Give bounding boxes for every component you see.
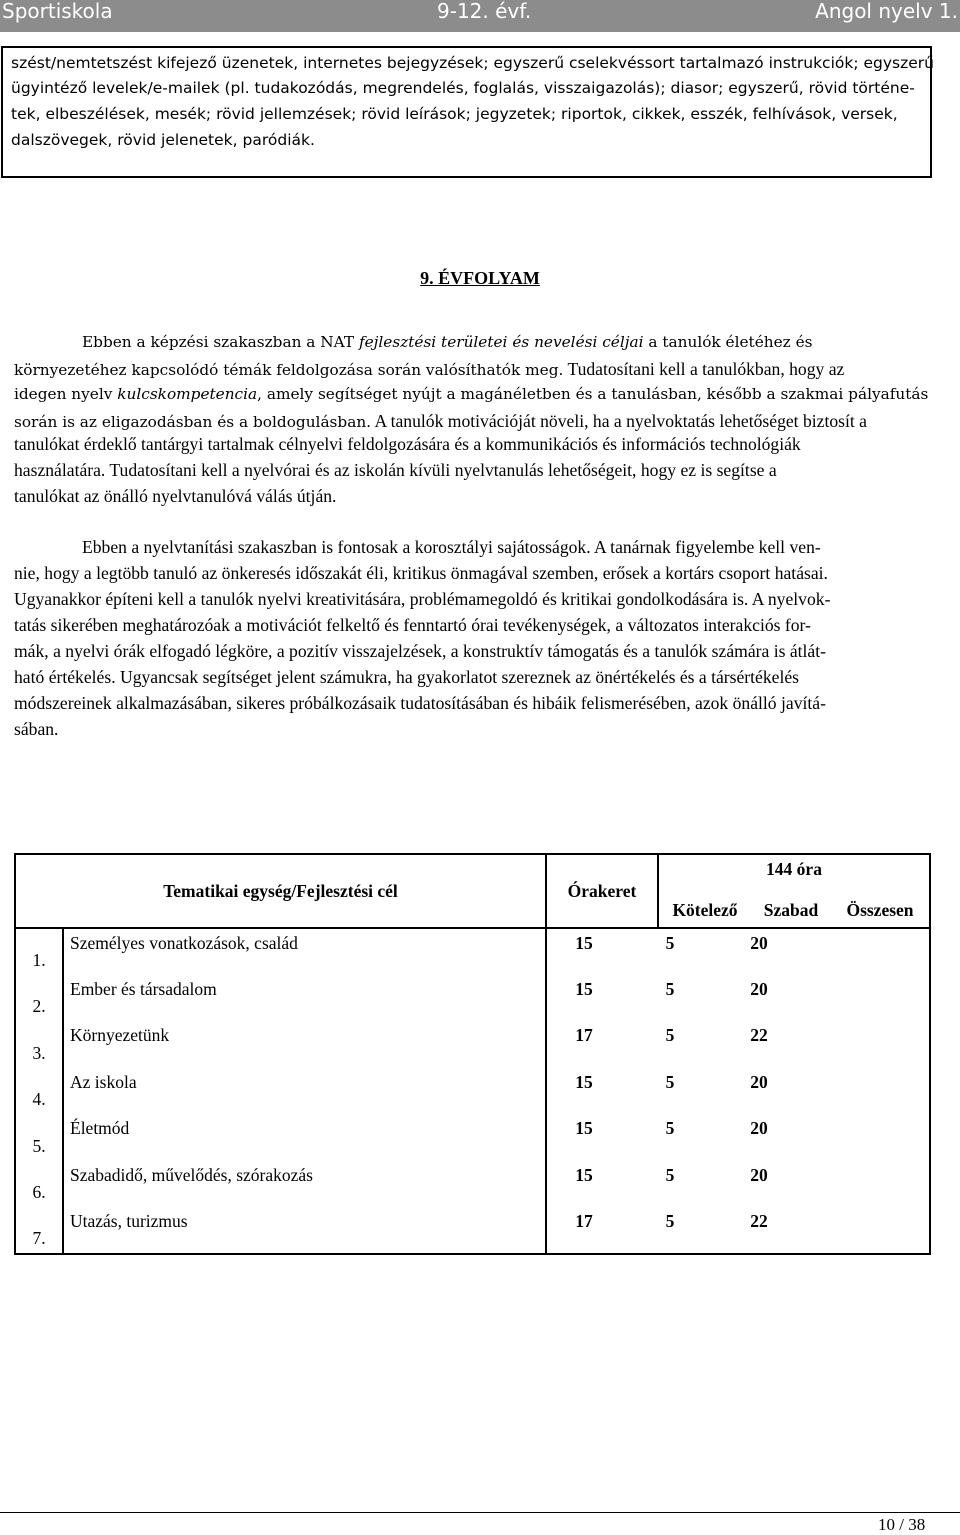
section-heading-text: 9. ÉVFOLYAM [420,268,540,288]
row-topic: Személyes vonatkozások, család [63,928,546,975]
row-kotelezo: 15 [575,933,593,953]
paragraph-line: tanulókat az önálló nyelvtanulóvá válás útján. [14,486,337,506]
page-header [0,0,960,32]
row-hours [575,1114,930,1161]
header-kotelezo: Kötelező [672,900,738,920]
text-run: idegen nyelv [14,385,118,403]
row-hours-values [538,1068,929,1093]
paragraph-line: használatára. Tudatosítani kell a nyelvórai és az iskolán kívüli nyelvtanulás lehetőségeit, hogy ez is segítse a [14,460,777,480]
row-osszesen: 20 [750,1071,768,1092]
row-number: 6. [15,1161,63,1208]
section-heading [0,268,960,289]
header-school: Sportiskola [2,0,113,23]
total-hours: 144 óra [766,859,822,879]
table-row [15,1021,930,1068]
row-topic: Az iskola [63,1068,546,1115]
text-run: környezetéhez kapcsolódó témák feldolgozása során valósíthatók meg. [14,361,564,379]
text-run: során is az eligazodásban és a boldogulásban. [14,413,372,431]
row-hours-values [538,1207,929,1232]
row-szabad: 5 [665,933,675,953]
row-osszesen: 20 [750,978,768,999]
row-szabad: 5 [665,1025,675,1045]
box-line: ügyintéző levelek/e-mailek (pl. tudakozódás, megrendelés, foglalás, visszaigazolás); diasor; egyszerű, rövid történe- [11,79,915,97]
table-row [15,928,930,975]
header-subject: Angol nyelv 1. [815,0,958,23]
box-line: dalszövegek, rövid jelenetek, paródiák. [11,131,315,149]
row-kotelezo: 17 [575,1025,593,1045]
table-row [15,1068,930,1115]
row-osszesen: 22 [750,1025,768,1045]
row-szabad: 5 [665,1118,675,1138]
paragraph-line: Ugyanakkor építeni kell a tanulók nyelvi kreativitására, problémamegoldó és kritikai gondolkodására is. A nyelvok- [14,589,831,609]
paragraph-line: sában. [14,719,59,739]
row-hours [575,1207,930,1254]
header-topic-label: Tematikai egység/Fejlesztési cél [163,880,398,901]
paragraph-line: mák, a nyelvi órák elfogadó légköre, a pozitív visszajelzések, a konstruktív támogatás és a tanulók számára is átlát- [14,641,826,661]
text-run: , amely segítséget nyújt a magánéletben és a tanulásban, később a szakmai pályafutás [257,385,929,403]
hours-subheaders [659,885,929,925]
italic-run: fejlesztési területei és nevelési céljai [358,333,644,351]
row-hours-values [538,929,929,954]
paragraph-line: nie, hogy a legtöbb tanuló az önkeresés időszakát éli, kritikus önmagával szemben, erősek a kortárs csoport hatásai. [14,563,828,583]
footer-rule [0,1512,960,1513]
header-szabad: Szabad [763,900,819,920]
paragraph-line: ható értékelés. Ugyancsak segítséget jelent számukra, ha gyakorlatot szereznek az önértékelés és a társértékelés [14,667,800,687]
row-hours [575,928,930,975]
row-hours-values [538,1114,929,1139]
row-topic: Környezetünk [63,1021,546,1068]
paragraph-line [82,537,821,558]
row-osszesen: 20 [750,1118,768,1138]
row-hours-values [538,975,929,1000]
row-szabad: 5 [665,1211,675,1231]
row-kotelezo: 17 [575,1211,593,1231]
row-topic: Szabadidő, művelődés, szórakozás [63,1161,546,1208]
row-topic: Ember és társadalom [63,975,546,1022]
row-number: 1. [15,928,63,975]
row-hours-values [538,1161,929,1186]
paragraph-line: módszereinek alkalmazásában, sikeres próbálkozásaik tudatosításában és hibáik felismerésében, azok önálló javítá- [14,693,826,713]
header-grades: 9-12. évf. [437,0,532,23]
paragraph-line: tatás sikerében meghatározóak a motivációt felkeltő és fenntartó órai tevékenységek, a változatos interakciós for- [14,615,811,635]
header-hours [658,854,930,928]
paragraph-line [82,333,812,351]
text-run: A tanulók motivációját növeli, ha a nyelvoktatás lehetőséget biztosít a [371,411,867,431]
row-number: 4. [15,1068,63,1115]
paragraph-line: tanulókat érdeklő tantárgyi tartalmak célnyelvi feldolgozására és a kommunikációs és információs technológiák [14,434,801,454]
table-row [15,1207,930,1254]
row-osszesen: 22 [750,1211,768,1231]
row-kotelezo: 15 [575,1071,593,1092]
topics-table [14,853,931,1255]
row-topic: Utazás, turizmus [63,1207,546,1254]
paragraph-line [14,359,844,380]
text-run: Ebben a nyelvtanítási szakaszban is fontosak a korosztályi sajátosságok. [82,537,591,557]
text-types-box [1,46,932,178]
paragraph-line [14,385,928,403]
row-hours [575,1161,930,1208]
row-szabad: 5 [665,978,675,999]
row-hours [575,1068,930,1115]
text-run: A tanárnak figyelembe kell ven- [590,537,821,557]
row-kotelezo: 15 [575,978,593,999]
row-number: 5. [15,1114,63,1161]
page-number: 10 / 38 [878,1515,926,1534]
table-header-row [15,854,930,928]
row-number: 7. [15,1207,63,1254]
row-szabad: 5 [665,1071,675,1092]
table-row [15,975,930,1022]
paragraph-line [14,411,867,432]
row-osszesen: 20 [750,933,768,953]
table-body [15,928,930,1254]
text-run: Ebben a képzési szakaszban a NAT [82,333,359,351]
text-run: Tudatosítani kell a tanulókban, hogy az [563,359,845,379]
table-row [15,1114,930,1161]
row-topic: Életmód [63,1114,546,1161]
row-osszesen: 20 [750,1164,768,1185]
row-kotelezo: 15 [575,1164,593,1185]
row-hours-values [538,1021,929,1046]
box-line: szést/nemtetszést kifejező üzenetek, internetes bejegyzések; egyszerű cselekvéssort tartalmazó instrukciók; egyszerű [11,54,934,72]
row-number: 3. [15,1021,63,1068]
italic-run: kulcskompetencia [117,385,258,403]
header-topic [15,854,546,928]
box-line: tek, elbeszélések, mesék; rövid jellemzések; rövid leírások; jegyzetek; riportok, cikkek, esszék, felhívások, versek, [11,105,898,123]
header-orakeret-label: Órakeret [567,880,637,901]
row-number: 2. [15,975,63,1022]
header-osszesen: Összesen [846,900,914,920]
header-orakeret [546,854,658,928]
row-hours [575,1021,930,1068]
text-run: a tanulók életéhez és [643,333,813,351]
table-row [15,1161,930,1208]
row-hours [575,975,930,1022]
row-szabad: 5 [665,1164,675,1185]
row-kotelezo: 15 [575,1118,593,1138]
